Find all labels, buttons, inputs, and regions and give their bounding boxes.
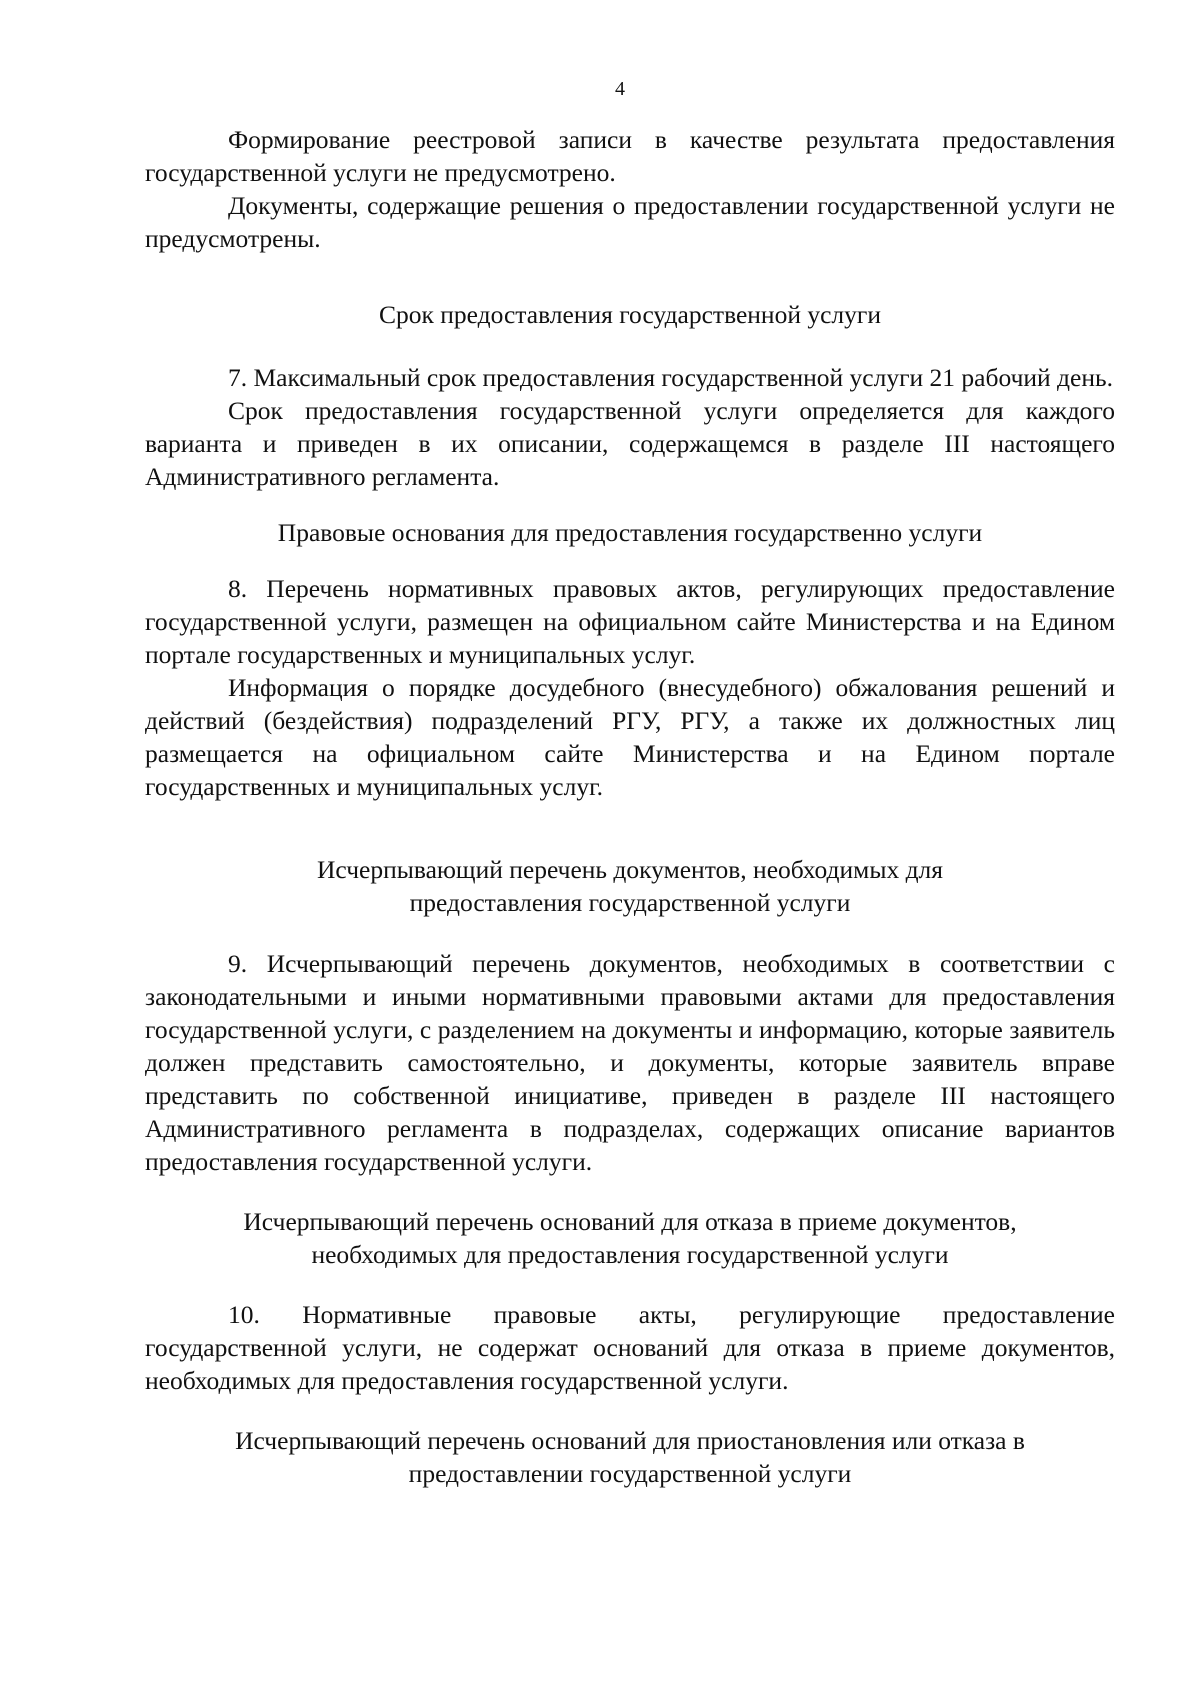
heading-line: Исчерпывающий перечень оснований для отказа в приеме документов, bbox=[243, 1207, 1017, 1236]
page-number: 4 bbox=[615, 78, 625, 100]
paragraph-no-refusal-grounds: 10. Нормативные правовые акты, регулирующие предоставление государственной услуги, не содержат оснований для отказа в приеме документов, необходимых для предоставления государственной услуги. bbox=[145, 1300, 1115, 1395]
heading-line: Исчерпывающий перечень оснований для приостановления или отказа в bbox=[235, 1426, 1025, 1455]
paragraph-appeal-info: Информация о порядке досудебного (внесудебного) обжалования решений и действий (бездействия) подразделений РГУ, РГУ, а также их должностных лиц размещается на официальном сайте Министерства и на Едином портале государственных и муниципальных услуг. bbox=[145, 673, 1115, 801]
heading-service-term: Срок предоставления государственной услуги bbox=[378, 300, 881, 329]
paragraph-documents-list: 9. Исчерпывающий перечень документов, необходимых в соответствии с законодательными и иными нормативными правовыми актами для предоставления государственной услуги, с разделением на документы и информацию, которые заявитель должен представить самостоятельно, и документы, которые заявитель вправе представить по собственной инициативе, приведен в разделе III настоящего Административного регламента в подразделах, содержащих описание вариантов предоставления государственной услуги. bbox=[145, 949, 1115, 1176]
heading-line: предоставления государственной услуги bbox=[409, 888, 851, 917]
paragraph-registry-record: Формирование реестровой записи в качестве результата предоставления государственной услуги не предусмотрено. bbox=[145, 125, 1115, 187]
paragraph-term-definition: Срок предоставления государственной услуги определяется для каждого варианта и приведен в их описании, содержащемся в разделе III настоящего Административного регламента. bbox=[145, 396, 1115, 491]
paragraph-max-term: 7. Максимальный срок предоставления государственной услуги 21 рабочий день. bbox=[228, 363, 1114, 392]
paragraph-legal-acts: 8. Перечень нормативных правовых актов, регулирующих предоставление государственной услуги, размещен на официальном сайте Министерства и на Едином портале государственных и муниципальных услуг. bbox=[145, 574, 1115, 669]
heading-refusal-grounds bbox=[145, 1205, 1115, 1271]
document-body bbox=[145, 123, 1115, 1490]
heading-legal-grounds: Правовые основания для предоставления государственно услуги bbox=[277, 518, 983, 547]
heading-documents-list bbox=[145, 853, 1115, 919]
heading-line: Исчерпывающий перечень документов, необходимых для bbox=[316, 855, 944, 884]
heading-line: предоставлении государственной услуги bbox=[408, 1459, 852, 1488]
heading-line: необходимых для предоставления государственной услуги bbox=[311, 1240, 949, 1269]
heading-suspension-grounds bbox=[145, 1424, 1115, 1490]
paragraph-decision-documents: Документы, содержащие решения о предоставлении государственной услуги не предусмотрены. bbox=[145, 191, 1115, 253]
